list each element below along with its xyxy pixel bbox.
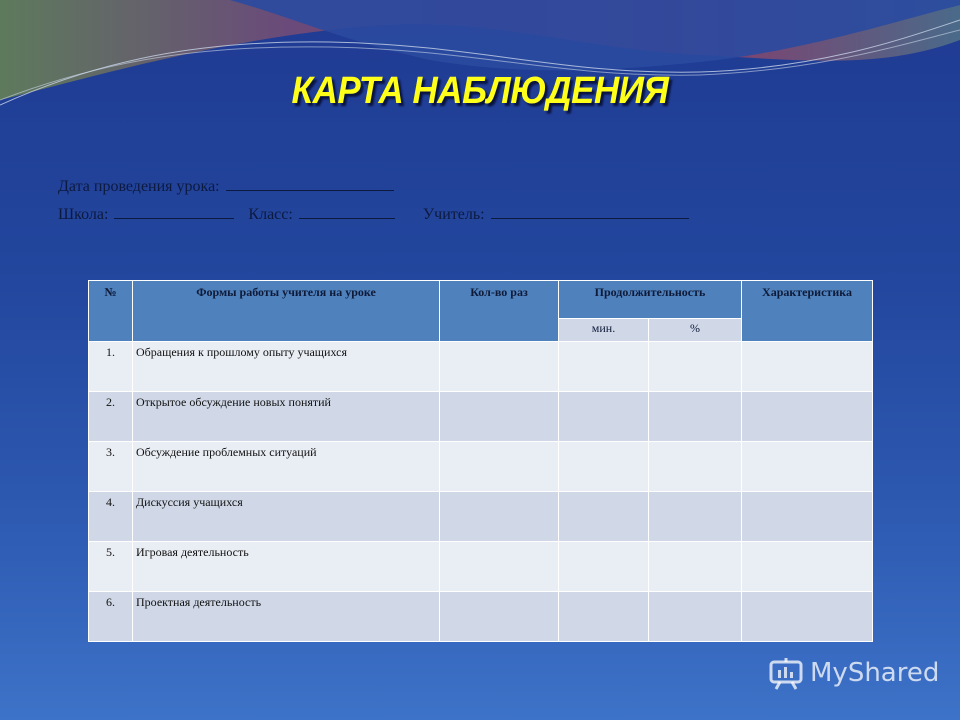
header-characteristic: Характеристика (742, 281, 873, 342)
teacher-blank (491, 204, 689, 219)
header-count: Кол-во раз (440, 281, 559, 342)
characteristic-cell[interactable] (742, 542, 873, 592)
presentation-board-icon (768, 656, 804, 690)
row-num: 4. (89, 492, 133, 542)
row-form: Дискуссия учащихся (133, 492, 440, 542)
table-row (89, 342, 873, 392)
row-form: Обсуждение проблемных ситуаций (133, 442, 440, 492)
table-row (89, 392, 873, 442)
table-row (89, 492, 873, 542)
row-num: 6. (89, 592, 133, 642)
teacher-label: Учитель: (422, 206, 485, 223)
class-label: Класс: (248, 206, 293, 223)
percent-cell[interactable] (649, 592, 742, 642)
header-min: мин. (559, 319, 649, 342)
count-cell[interactable] (440, 592, 559, 642)
min-cell[interactable] (559, 592, 649, 642)
count-cell[interactable] (440, 392, 559, 442)
min-cell[interactable] (559, 542, 649, 592)
percent-cell[interactable] (649, 492, 742, 542)
row-num: 1. (89, 342, 133, 392)
min-cell[interactable] (559, 492, 649, 542)
row-num: 5. (89, 542, 133, 592)
count-cell[interactable] (440, 542, 559, 592)
characteristic-cell[interactable] (742, 342, 873, 392)
min-cell[interactable] (559, 392, 649, 442)
table-row (89, 542, 873, 592)
percent-cell[interactable] (649, 542, 742, 592)
characteristic-cell[interactable] (742, 592, 873, 642)
row-form: Обращения к прошлому опыту учащихся (133, 342, 440, 392)
percent-cell[interactable] (649, 342, 742, 392)
count-cell[interactable] (440, 442, 559, 492)
watermark-logo (768, 656, 939, 690)
header-forms: Формы работы учителя на уроке (133, 281, 440, 342)
row-num: 2. (89, 392, 133, 442)
characteristic-cell[interactable] (742, 492, 873, 542)
date-line (58, 176, 400, 196)
date-blank (226, 176, 394, 191)
row-num: 3. (89, 442, 133, 492)
header-duration: Продолжительность (559, 281, 742, 319)
row-form: Проектная деятельность (133, 592, 440, 642)
row-form: Игровая деятельность (133, 542, 440, 592)
row-form: Открытое обсуждение новых понятий (133, 392, 440, 442)
date-label: Дата проведения урока: (58, 178, 220, 195)
school-line (58, 204, 695, 224)
min-cell[interactable] (559, 442, 649, 492)
page-title: КАРТА НАБЛЮДЕНИЯ (291, 70, 669, 112)
count-cell[interactable] (440, 342, 559, 392)
class-blank (299, 204, 395, 219)
percent-cell[interactable] (649, 442, 742, 492)
table-row (89, 592, 873, 642)
school-label: Школа: (58, 206, 109, 223)
count-cell[interactable] (440, 492, 559, 542)
watermark-text: MyShared (810, 658, 940, 688)
school-blank (114, 204, 234, 219)
header-percent: % (649, 319, 742, 342)
characteristic-cell[interactable] (742, 392, 873, 442)
min-cell[interactable] (559, 342, 649, 392)
table-row (89, 442, 873, 492)
percent-cell[interactable] (649, 392, 742, 442)
characteristic-cell[interactable] (742, 442, 873, 492)
header-num: № (89, 281, 133, 342)
observation-table (88, 280, 873, 642)
